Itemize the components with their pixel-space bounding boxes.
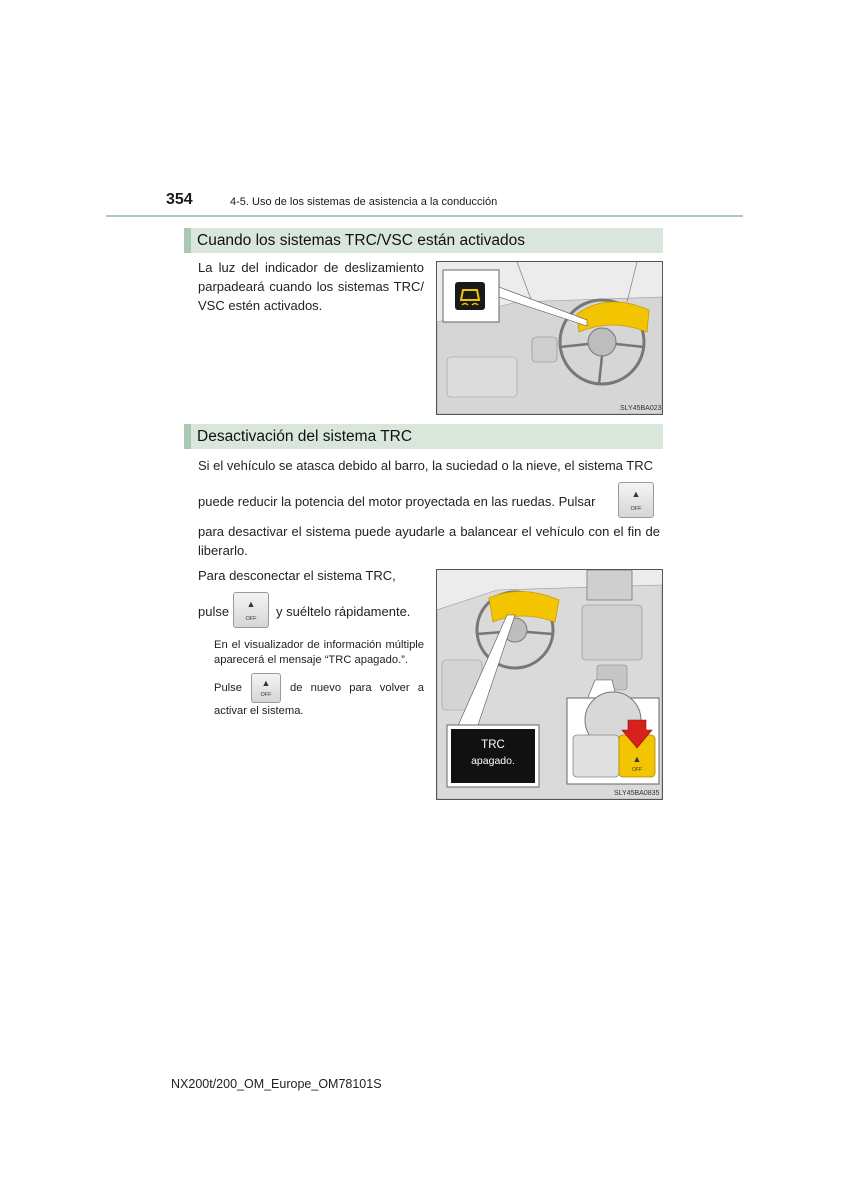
figure-code-1: SLY45BA023	[620, 405, 662, 412]
paragraph-line-1: Si el vehículo se atasca debido al barro, la suciedad o la nieve, el sistema TRC	[198, 458, 654, 473]
figure-code-2: SLY45BA0835	[614, 790, 660, 797]
note-message: En el visualizador de información múltiple aparecerá el mensaje “TRC apagado.”.	[214, 639, 424, 666]
slip-indicator-paragraph: La luz del indicador de deslizamiento parpadeará cuando los sistemas TRC/ VSC estén activados.	[198, 260, 424, 313]
section-title-trc-deactivation: Desactivación del sistema TRC	[184, 424, 663, 449]
yellow-button-glyph: ▲	[632, 754, 642, 764]
car-skid-icon: ▲	[261, 678, 271, 688]
instruction-pulse: pulse	[198, 604, 230, 619]
note-line-2: activar el sistema.	[214, 705, 304, 717]
footer-doc-id: NX200t/200_OM_Europe_OM78101S	[171, 1077, 382, 1091]
trc-off-button-inline-1: ▲ OFF	[618, 482, 654, 518]
header-rule	[106, 215, 743, 217]
note-pulse: Pulse	[214, 682, 242, 694]
note-rest: de nuevo para volver a	[290, 682, 424, 694]
paragraph-line-3: para desactivar el sistema puede ayudarle a balancear el vehículo con el fin de liberarlo.	[198, 524, 660, 558]
paragraph-line-2: puede reducir la potencia del motor proyectada en las ruedas. Pulsar	[198, 494, 596, 509]
trc-off-button-inline-3: ▲ OFF	[251, 673, 281, 703]
car-skid-icon: ▲	[631, 489, 641, 499]
instruction-release: y suéltelo rápidamente.	[276, 604, 411, 619]
running-head: 4-5. Uso de los sistemas de asistencia a la conducción	[230, 196, 498, 208]
trc-off-button-inline-2: ▲ OFF	[233, 592, 269, 628]
dashboard-illustration-2	[437, 570, 662, 799]
dashboard-figure-2	[436, 569, 663, 800]
dashboard-illustration-1	[437, 262, 662, 414]
section-title-trc-vsc-active: Cuando los sistemas TRC/VSC están activados	[184, 228, 663, 253]
display-trc-text: TRC	[481, 739, 505, 751]
car-skid-icon: ▲	[246, 599, 256, 609]
page-number: 354	[166, 191, 193, 208]
yellow-button-label: OFF	[632, 767, 642, 773]
display-apagado-text: apagado.	[471, 755, 515, 767]
instruction-line-1: Para desconectar el sistema TRC,	[198, 568, 396, 583]
dashboard-figure-1	[436, 261, 663, 415]
